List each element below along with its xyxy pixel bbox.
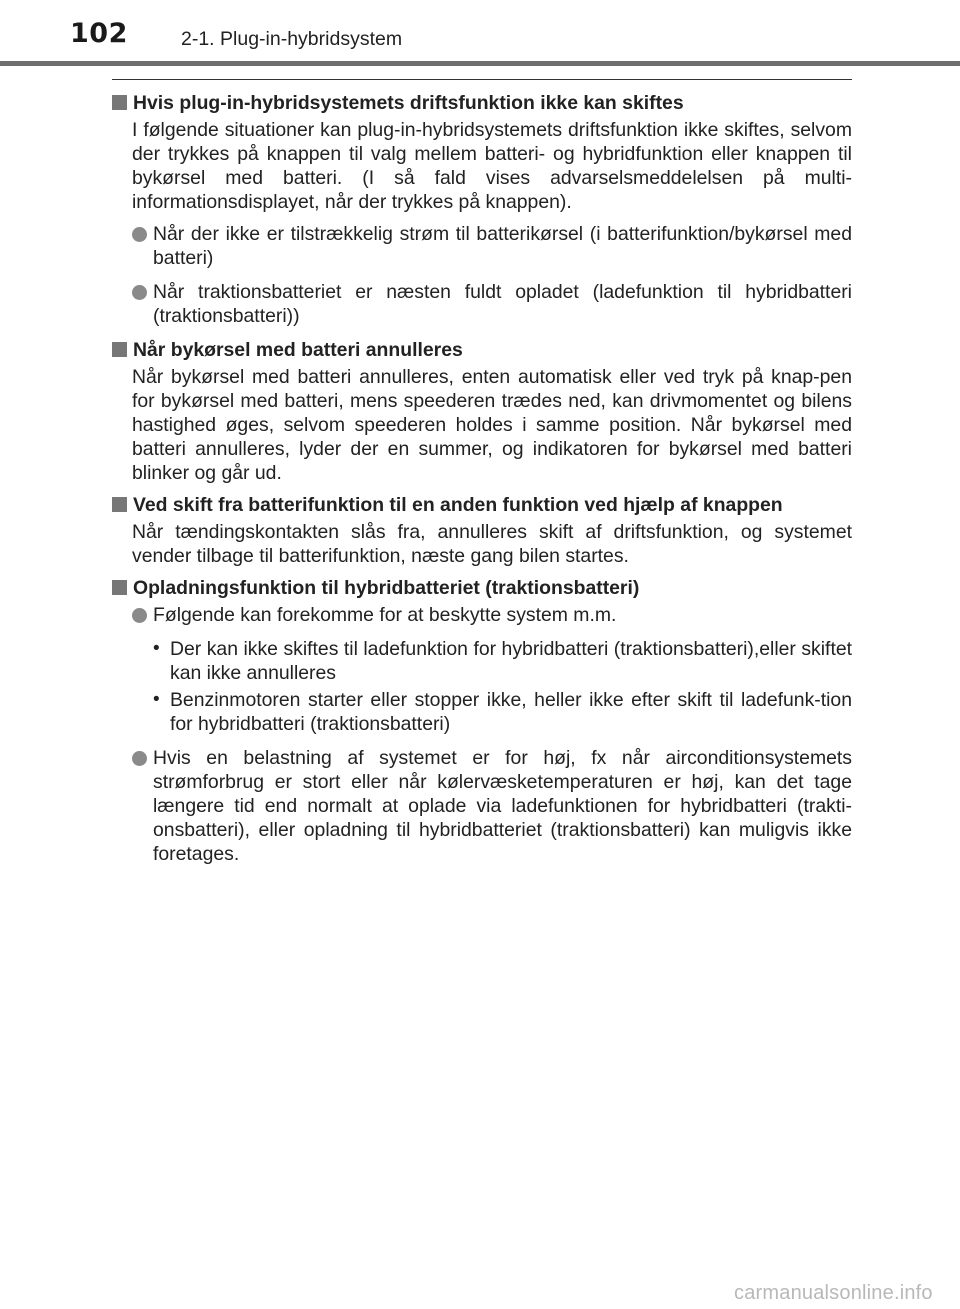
watermark: carmanualsonline.info [734, 1282, 933, 1304]
paragraph: Når bykørsel med batteri annulleres, enten automatisk eller ved tryk på knap-pen for bykørsel med batteri, mens speederen trædes ned, kan drivmomentet og bilens hastighed øges, selvom speederen holdes i samme position. Når bykørsel med batteri annulleres, lyder der en summer, og indikatoren for bykørsel med batteri blinker og går ud. [132, 366, 852, 484]
heading-text: Hvis plug-in-hybridsystemets driftsfunktion ikke kan skiftes [133, 92, 684, 114]
list-item-text: Følgende kan forekomme for at beskytte system m.m. [153, 604, 617, 626]
list-item-text: Når traktionsbatteriet er næsten fuldt opladet (ladefunktion til hybridbatteri (traktionsbatteri)) [153, 281, 852, 327]
content-rule [112, 79, 852, 80]
list-item-text: Når der ikke er tilstrækkelig strøm til batterikørsel (i batterifunktion/bykørsel med batteri) [153, 223, 852, 269]
section-city-ev-cancel [112, 338, 852, 485]
section-charging-mode [112, 576, 852, 866]
heading-text: Opladningsfunktion til hybridbatteriet (traktionsbatteri) [133, 577, 640, 599]
sub-list-item [112, 688, 852, 736]
circle-bullet-icon [132, 751, 147, 766]
page-content [112, 91, 852, 876]
heading-text: Når bykørsel med batteri annulleres [133, 339, 463, 361]
square-bullet-icon [112, 580, 127, 595]
circle-bullet-icon [132, 227, 147, 242]
square-bullet-icon [112, 95, 127, 110]
list-item-text: Hvis en belastning af systemet er for høj, fx når airconditionsystemets strømforbrug er stort eller når kølervæsketemperaturen er høj, kan det tage længere tid end normalt at oplade via ladefunktionen for hybridbatteri (trakti-onsbatteri), eller opladning til hybridbatteriet (traktionsbatteri) kan muligvis ikke foretages. [153, 747, 852, 865]
page-number: 102 [70, 18, 128, 49]
sub-list-item [112, 637, 852, 685]
section-heading [112, 338, 852, 362]
square-bullet-icon [112, 342, 127, 357]
sub-list-item-text: Benzinmotoren starter eller stopper ikke, heller ikke efter skift til ladefunk-tion for hybridbatteri (traktionsbatteri) [170, 689, 852, 735]
list-item [112, 746, 852, 866]
section-heading [112, 91, 852, 115]
heading-text: Ved skift fra batterifunktion til en anden funktion ved hjælp af knappen [133, 494, 783, 516]
section-switch-from-ev [112, 493, 852, 568]
square-bullet-icon [112, 497, 127, 512]
circle-bullet-icon [132, 285, 147, 300]
running-head: 2-1. Plug-in-hybridsystem [181, 28, 403, 50]
list-item [112, 222, 852, 270]
small-bullet-icon: • [153, 689, 160, 710]
paragraph: I følgende situationer kan plug-in-hybridsystemets driftsfunktion ikke skiftes, selvom der trykkes på knappen til valg mellem batteri- og hybridfunktion eller knappen til bykørsel med batteri. (I så fald vises advarselsmeddelelsen på multi-informationsdisplayet, når der trykkes på knappen). [132, 119, 852, 213]
section-mode-switch [112, 91, 852, 328]
list-item [112, 280, 852, 328]
paragraph: Når tændingskontakten slås fra, annulleres skift af driftsfunktion, og systemet vender tilbage til batterifunktion, næste gang bilen startes. [132, 521, 852, 567]
section-heading [112, 493, 852, 517]
sub-list-item-text: Der kan ikke skiftes til ladefunktion for hybridbatteri (traktionsbatteri),eller skiftet kan ikke annulleres [170, 638, 852, 684]
circle-bullet-icon [132, 608, 147, 623]
small-bullet-icon: • [153, 638, 160, 659]
header-rule [0, 61, 960, 66]
section-heading [112, 576, 852, 600]
list-item [112, 603, 852, 627]
